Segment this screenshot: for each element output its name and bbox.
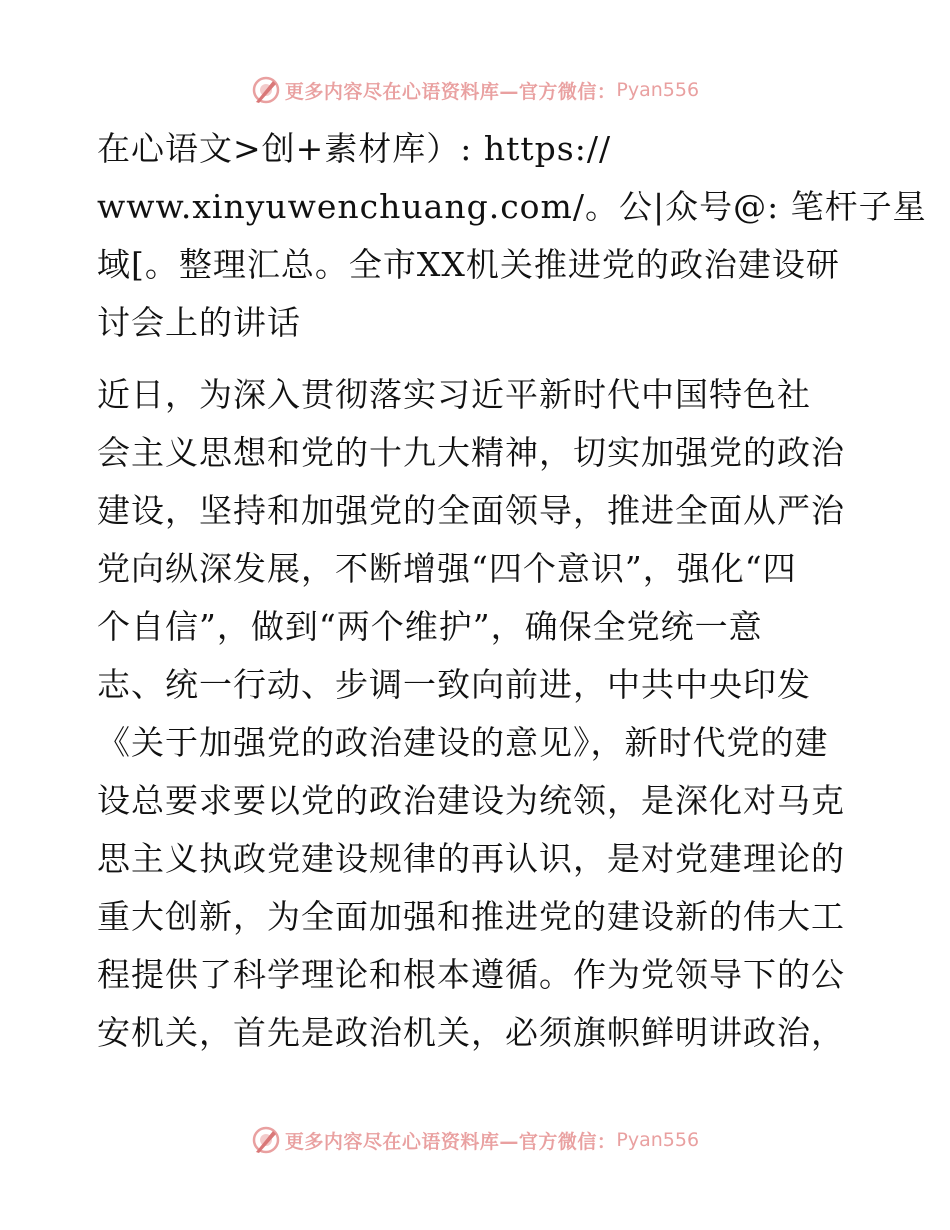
banner-wechat-id: Pyan556: [616, 1129, 700, 1151]
text-line: 讨会上的讲话: [97, 303, 301, 342]
banner-text: 更多内容尽在心语资料库—官方微信：: [284, 1130, 617, 1153]
text-line: 近日，为深入贯彻落实习近平新时代中国特色社: [97, 375, 811, 414]
text-line: 《关于加强党的政治建设的意见》，新时代党的建: [97, 723, 829, 762]
paragraph-gap: [97, 352, 857, 366]
text-line: 会主义思想和党的十九大精神，切实加强党的政治: [97, 433, 845, 472]
pen-circle-logo-icon: [251, 1125, 281, 1155]
text-line: 党向纵深发展，不断增强“四个意识”，强化“四: [97, 549, 797, 588]
text-line: 个自信”，做到“两个维护”，确保全党统一意: [97, 607, 763, 646]
banner-text: 更多内容尽在心语资料库—官方微信：: [284, 80, 617, 103]
text-line: 志、统一行动、步调一致向前进，中共中央印发: [97, 665, 811, 704]
text-line: 设总要求要以党的政治建设为统领，是深化对马克: [97, 781, 845, 820]
pen-circle-logo-icon: [251, 75, 281, 105]
text-line: 程提供了科学理论和根本遵循。作为党领导下的公: [97, 955, 845, 994]
text-line: 在心语文>创+素材库）: https://: [97, 129, 612, 168]
document-body: [97, 120, 927, 1062]
text-line: www.xinyuwenchuang.com/。公|众号@: 笔杆子星: [97, 187, 927, 226]
document-paragraph: [97, 366, 857, 1062]
text-line: 域[。整理汇总。全市XX机关推进党的政治建设研: [97, 245, 840, 284]
text-line: 安机关，首先是政治机关，必须旗帜鲜明讲政治，: [97, 1013, 845, 1052]
header-watermark-banner: [0, 70, 950, 110]
banner-wechat-id: Pyan556: [616, 79, 700, 101]
document-title-block: [97, 120, 927, 352]
text-line: 重大创新，为全面加强和推进党的建设新的伟大工: [97, 897, 845, 936]
text-line: 建设，坚持和加强党的全面领导，推进全面从严治: [97, 491, 845, 530]
footer-watermark-banner: [0, 1120, 950, 1160]
text-line: 思主义执政党建设规律的再认识，是对党建理论的: [97, 839, 845, 878]
